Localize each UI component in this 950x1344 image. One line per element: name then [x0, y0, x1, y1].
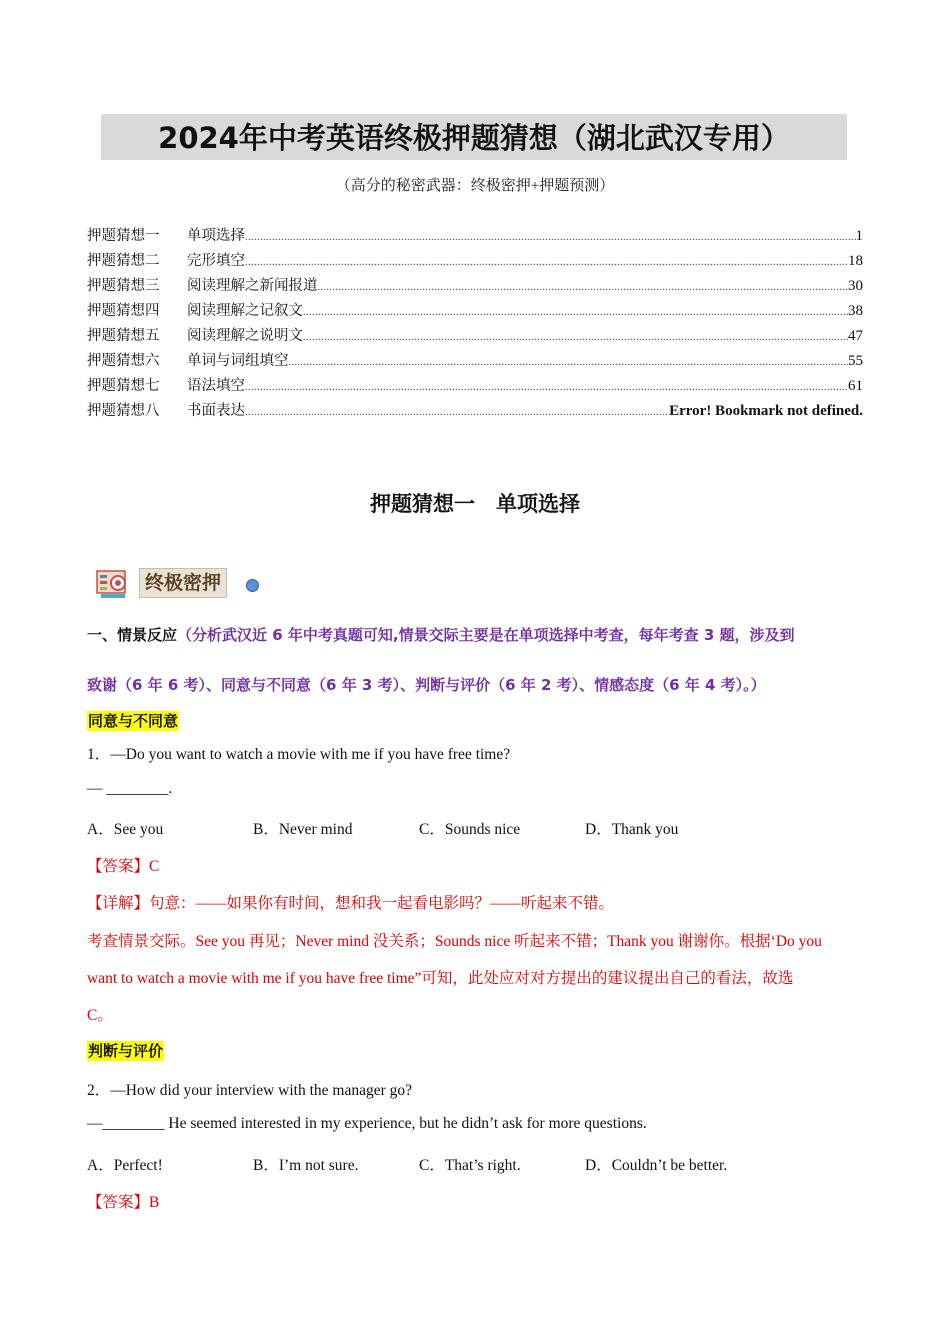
answer-label: 【答案】B [87, 1194, 160, 1211]
toc-number: 押题猜想四 [87, 303, 160, 319]
analysis-note-line [87, 674, 766, 695]
toc-title: 阅读理解之新闻报道 [187, 278, 318, 294]
document-subtitle: （高分的秘密武器：终极密押+押题预测） [335, 178, 615, 194]
detail-line: C。 [87, 1007, 113, 1024]
category-line [87, 710, 179, 731]
toc-entry[interactable] [87, 324, 863, 349]
badge-label: 终极密押 [139, 568, 227, 598]
option-a[interactable]: A．See you [87, 821, 164, 838]
toc-leader [245, 407, 669, 418]
toc-title: 单项选择 [187, 228, 245, 244]
toc-number: 押题猜想五 [87, 328, 160, 344]
toc-page: 1 [855, 228, 863, 244]
option-b[interactable]: B．I’m not sure. [253, 1157, 359, 1174]
toc-number: 押题猜想二 [87, 253, 160, 269]
toc-entry[interactable] [87, 274, 863, 299]
category-label: 同意与不同意 [88, 712, 179, 730]
table-of-contents [87, 224, 863, 424]
toc-entry[interactable] [87, 299, 863, 324]
category-line [87, 1040, 164, 1061]
toc-entry[interactable] [87, 249, 863, 274]
toc-leader [245, 257, 848, 268]
toc-title: 语法填空 [187, 378, 245, 394]
option-d[interactable]: D．Thank you [585, 821, 679, 838]
analysis-note-1: （分析武汉近 6 年中考真题可知,情景交际主要是在单项选择中考查，每年考查 3 题，涉及到 [177, 626, 795, 644]
detail-line: 【详解】句意：——如果你有时间，想和我一起看电影吗？——听起来不错。 [87, 895, 615, 912]
toc-number: 押题猜想七 [87, 378, 160, 394]
option-b[interactable]: B．Never mind [253, 821, 353, 838]
toc-title: 阅读理解之记叙文 [187, 303, 303, 319]
toc-leader [289, 357, 849, 368]
options-row [87, 817, 751, 839]
toc-page: 55 [848, 353, 863, 369]
option-a[interactable]: A．Perfect! [87, 1157, 163, 1174]
answer-blank: —________ He seemed interested in my experience, but he didn’t ask for more questions. [87, 1115, 647, 1132]
toc-page: 61 [848, 378, 863, 394]
toc-entry[interactable] [87, 374, 863, 399]
toc-leader [303, 307, 848, 318]
toc-number: 押题猜想一 [87, 228, 160, 244]
option-c[interactable]: C．Sounds nice [419, 821, 521, 838]
category-label: 判断与评价 [88, 1042, 164, 1060]
toc-entry[interactable] [87, 224, 863, 249]
target-icon [96, 567, 132, 599]
toc-page: 30 [848, 278, 863, 294]
answer-blank: — ________. [87, 780, 173, 797]
toc-title: 单词与词组填空 [187, 353, 289, 369]
toc-page: 47 [848, 328, 863, 344]
toc-page: 18 [848, 253, 863, 269]
section-title: 押题猜想一 单项选择 [370, 492, 580, 516]
part-heading: 一、情景反应 [87, 626, 178, 644]
toc-title: 书面表达 [187, 403, 245, 419]
toc-number: 押题猜想六 [87, 353, 160, 369]
answer-label: 【答案】C [87, 858, 160, 875]
option-d[interactable]: D．Couldn’t be better. [585, 1157, 728, 1174]
toc-entry[interactable] [87, 349, 863, 374]
detail-line: want to watch a movie with me if you have free time”可知，此处应对对方提出的建议提出自己的看法，故选 [87, 970, 794, 987]
toc-entry[interactable] [87, 399, 863, 424]
toc-page: 38 [848, 303, 863, 319]
toc-number: 押题猜想八 [87, 403, 160, 419]
options-row [87, 1153, 751, 1175]
toc-leader [303, 332, 848, 343]
toc-page-error: Error! Bookmark not defined. [669, 403, 863, 419]
toc-leader [245, 232, 856, 243]
question-text: 2．—How did your interview with the manager go? [87, 1082, 412, 1099]
toc-leader [318, 282, 849, 293]
toc-title: 阅读理解之说明文 [187, 328, 303, 344]
analysis-note-2: 致谢（6 年 6 考）、同意与不同意（6 年 3 考）、判断与评价（6 年 2 考）、情感态度（6 年 4 考）。） [87, 676, 766, 694]
detail-line: 考查情景交际。See you 再见；Never mind 没关系；Sounds nice 听起来不错；Thank you 谢谢你。根据‘Do you [87, 933, 822, 950]
dot-icon [246, 579, 259, 592]
toc-leader [245, 382, 848, 393]
toc-number: 押题猜想三 [87, 278, 160, 294]
document-title: 2024年中考英语终极押题猜想（湖北武汉专用） [158, 121, 790, 155]
option-c[interactable]: C．That’s right. [419, 1157, 521, 1174]
section-badge [96, 565, 261, 603]
part-heading-line [87, 624, 794, 645]
question-text: 1．—Do you want to watch a movie with me if you have free time? [87, 746, 511, 763]
toc-title: 完形填空 [187, 253, 245, 269]
